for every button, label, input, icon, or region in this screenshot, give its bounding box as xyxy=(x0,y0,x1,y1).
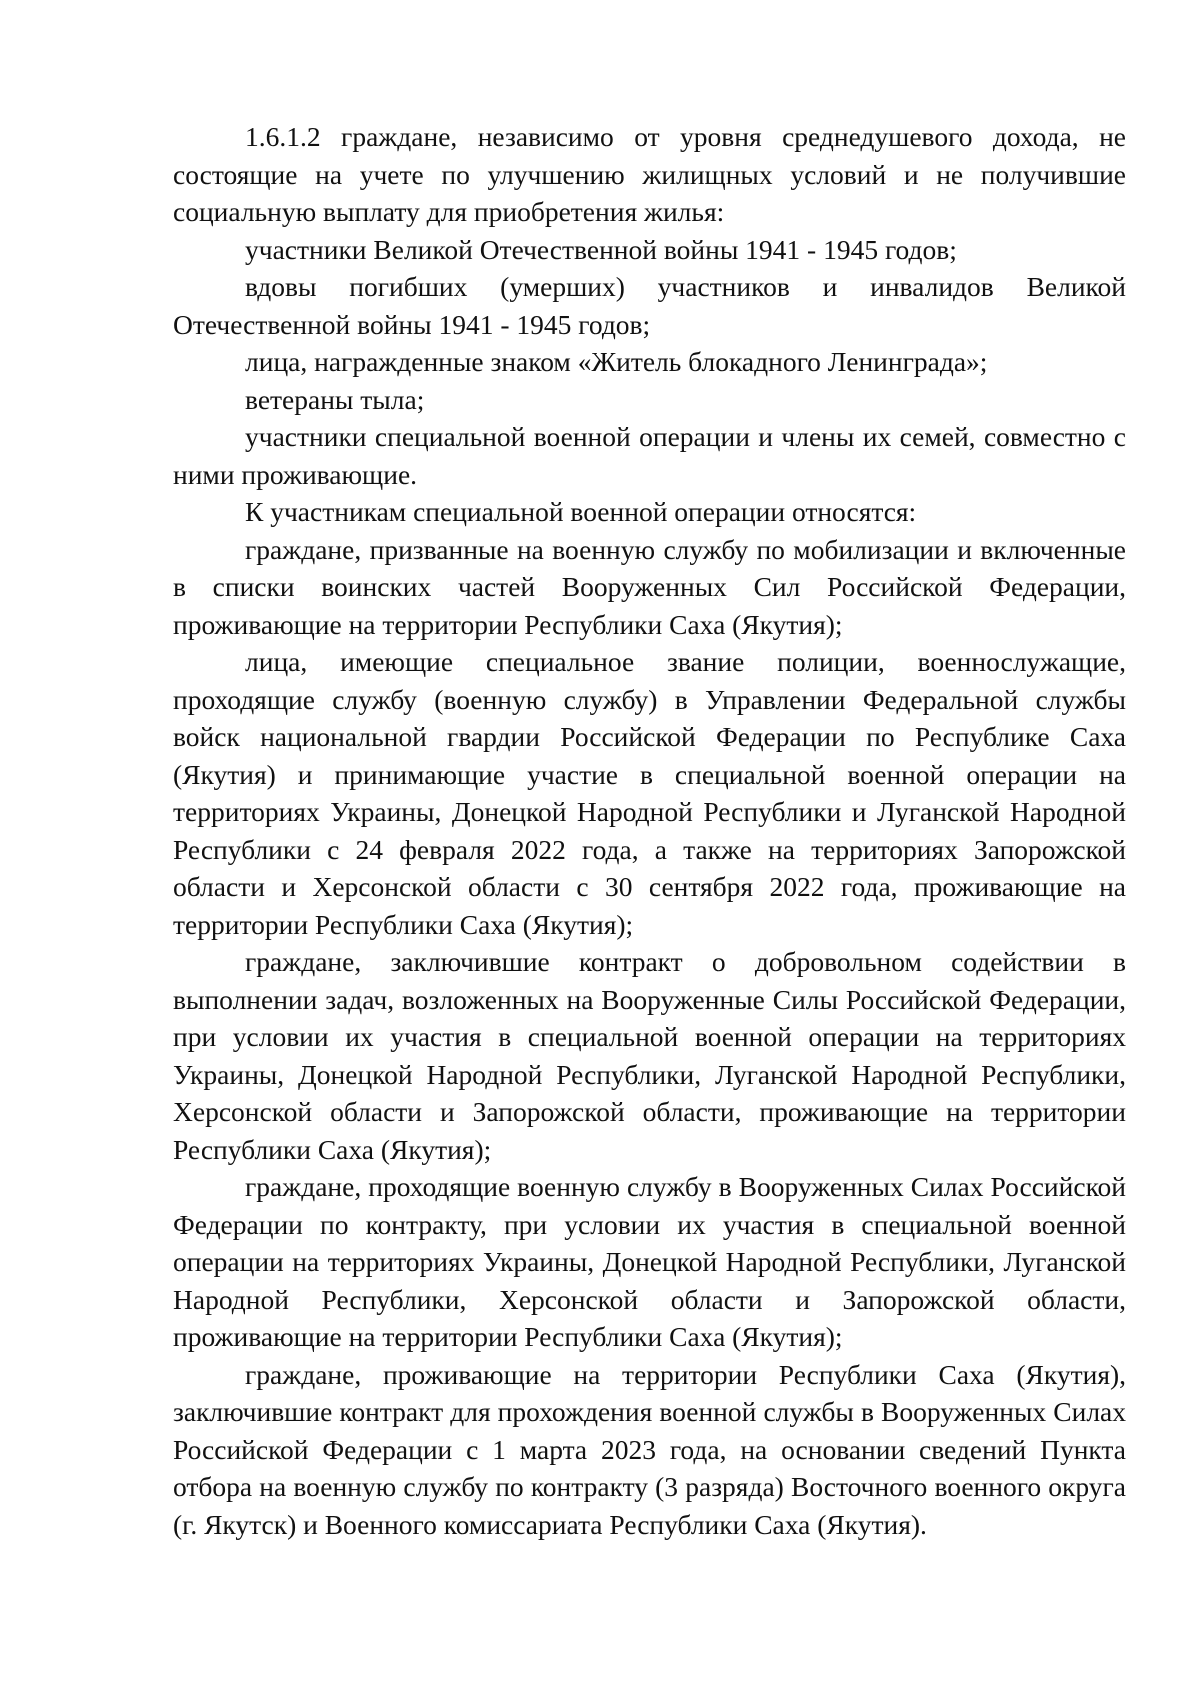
paragraph-contract-since-2023: граждане, проживающие на территории Республики Саха (Якутия), заключившие контракт для прохождения военной службы в Вооруженных Силах Российской Федерации с 1 марта 2023 года, на основании сведений Пункта отбора на военную службу по контракту (3 разряда) Восточного военного округа (г. Якутск) и Военного комиссариата Республики Саха (Якутия). xyxy=(173,1358,1126,1540)
paragraph-clause-1-6-1-2: 1.6.1.2 граждане, независимо от уровня среднедушевого дохода, не состоящие на учете по улучшению жилищных условий и не получившие социальную выплату для приобретения жилья: xyxy=(173,121,1126,227)
paragraph-svo-participants: участники специальной военной операции и члены их семей, совместно с ними проживающие. xyxy=(173,421,1126,490)
paragraph-mobilized: граждане, призванные на военную службу по мобилизации и включенные в списки воинских частей Вооруженных Сил Российской Федерации, проживающие на территории Республики Саха (Якутия); xyxy=(173,533,1126,640)
paragraph-national-guard: лица, имеющие специальное звание полиции, военнослужащие, проходящие службу (военную службу) в Управлении Федеральной службы войск национальной гвардии Российской Федерации по Республике Саха (Якутия) и принимающие участие в специальной военной операции на территориях Украины, Донецкой Народной Республики и Луганской Народной Республики с 24 февраля 2022 года, а также на территориях Запорожской области и Херсонской области с 30 сентября 2022 года, проживающие на территории Республики Саха (Якутия); xyxy=(173,646,1126,940)
paragraph-svo-definition: К участникам специальной военной операции относятся: xyxy=(245,496,917,527)
paragraph-home-front-veterans: ветераны тыла; xyxy=(245,383,425,415)
document-body xyxy=(173,118,1126,1543)
paragraph-widows: вдовы погибших (умерших) участников и инвалидов Великой Отечественной войны 1941 - 1945 годов; xyxy=(173,271,1126,340)
paragraph-volunteers: граждане, заключившие контракт о добровольном содействии в выполнении задач, возложенных на Вооруженные Силы Российской Федерации, при условии их участия в специальной военной операции на территориях Украины, Донецкой Народной Республики, Луганской Народной Республики, Херсонской области и Запорожской области, проживающие на территории Республики Саха (Якутия); xyxy=(173,946,1126,1165)
paragraph-contract-servicemen: граждане, проходящие военную службу в Вооруженных Силах Российской Федерации по контракту, при условии их участия в специальной военной операции на территориях Украины, Донецкой Народной Республики, Луганской Народной Республики, Херсонской области и Запорожской области, проживающие на территории Республики Саха (Якутия); xyxy=(173,1171,1126,1352)
paragraph-wwii-participants: участники Великой Отечественной войны 1941 - 1945 годов; xyxy=(245,233,957,265)
paragraph-leningrad-siege: лица, награжденные знаком «Житель блокадного Ленинграда»; xyxy=(245,346,988,377)
